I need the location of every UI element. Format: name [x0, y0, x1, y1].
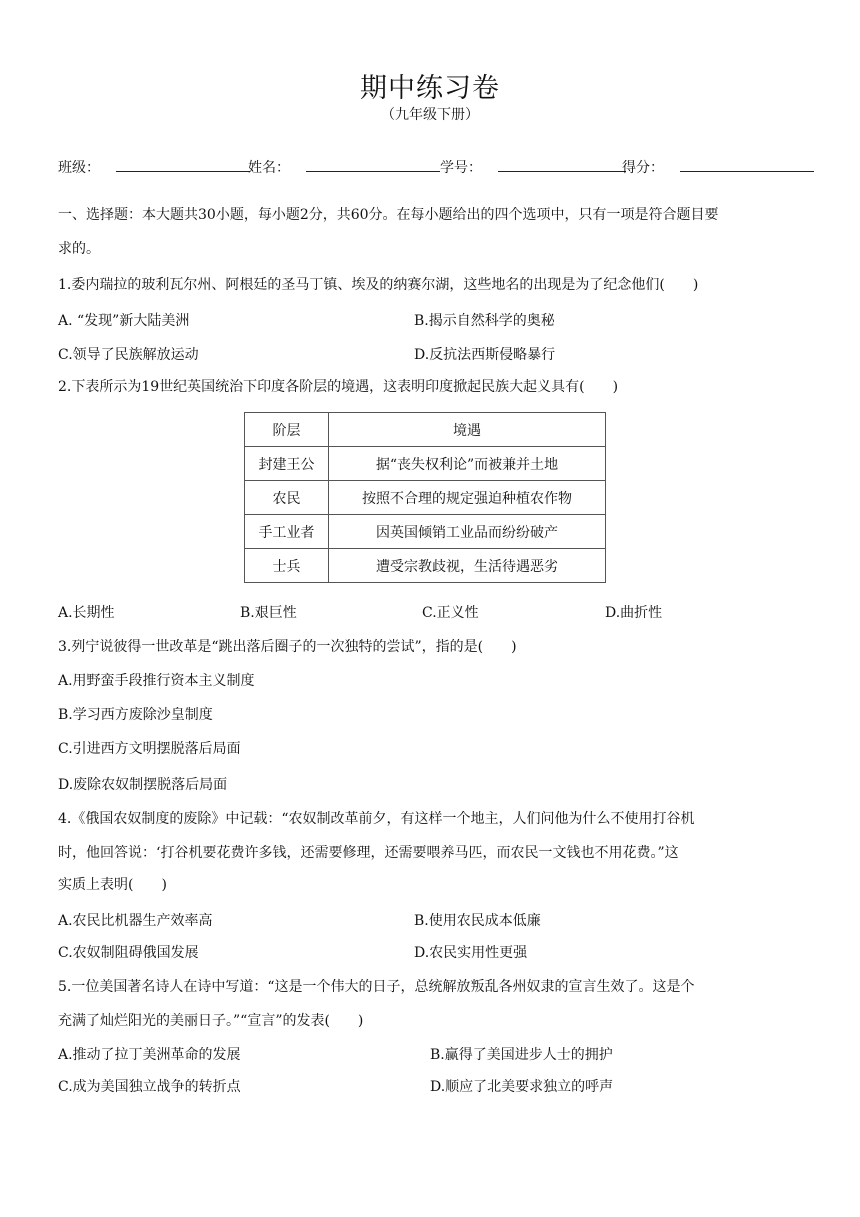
- question-2-option-c[interactable]: C.正义性: [422, 605, 479, 621]
- question-4-option-d[interactable]: D.农民实用性更强: [414, 945, 528, 961]
- question-5-stem-line1: 5.一位美国著名诗人在诗中写道：“这是一个伟大的日子，总统解放叛乱各州奴隶的宣言生效了。这是个: [58, 979, 695, 995]
- name-field: [248, 157, 290, 177]
- question-4-option-a[interactable]: A.农民比机器生产效率高: [58, 913, 213, 929]
- question-2-table: [244, 412, 606, 583]
- section-heading-line2: 求的。: [58, 241, 100, 257]
- score-blank[interactable]: [680, 157, 814, 172]
- table-cell: 农民: [245, 481, 329, 515]
- question-4-stem-line1: 4.《俄国农奴制度的废除》中记载：“农奴制改革前夕，有这样一个地主，人们问他为什么不使用打谷机: [58, 811, 695, 827]
- table-row: [245, 515, 606, 549]
- class-field: [58, 157, 100, 177]
- student-id-label: 学号：: [440, 160, 482, 176]
- table-row: [245, 549, 606, 583]
- table-header-cell: 境遇: [329, 413, 606, 447]
- table-cell: 按照不合理的规定强迫种植农作物: [329, 481, 606, 515]
- question-1-option-d[interactable]: D.反抗法西斯侵略暴行: [414, 347, 556, 363]
- question-3-stem: 3.列宁说彼得一世改革是“跳出落后圈子的一次独特的尝试”，指的是( ): [58, 639, 517, 655]
- score-field: [622, 157, 664, 177]
- table-cell: 封建王公: [245, 447, 329, 481]
- question-5-option-a[interactable]: A.推动了拉丁美洲革命的发展: [58, 1047, 241, 1063]
- question-5-option-b[interactable]: B.赢得了美国进步人士的拥护: [430, 1047, 613, 1063]
- question-4-stem-line2: 时，他回答说：‘打谷机要花费许多钱，还需要修理，还需要喂养马匹，而农民一文钱也不用花费。”这: [58, 845, 679, 861]
- section-heading-line1: 一、选择题：本大题共30小题，每小题2分，共60分。在每小题给出的四个选项中，只有一项是符合题目要: [58, 207, 719, 223]
- student-id-field: [440, 157, 482, 177]
- question-2-option-d[interactable]: D.曲折性: [605, 605, 663, 621]
- score-label: 得分：: [622, 160, 664, 176]
- table-row: [245, 447, 606, 481]
- page-subtitle: （九年级下册）: [381, 107, 479, 123]
- question-1-option-a[interactable]: A. “发现”新大陆美洲: [58, 313, 190, 329]
- table-cell: 手工业者: [245, 515, 329, 549]
- name-blank[interactable]: [306, 157, 440, 172]
- question-3-option-d[interactable]: D.废除农奴制摆脱落后局面: [58, 777, 228, 793]
- table-cell: 因英国倾销工业品而纷纷破产: [329, 515, 606, 549]
- question-2-stem: 2.下表所示为19世纪英国统治下印度各阶层的境遇，这表明印度掀起民族大起义具有( ): [58, 379, 619, 395]
- question-3-option-a[interactable]: A.用野蛮手段推行资本主义制度: [58, 673, 255, 689]
- table-row: [245, 481, 606, 515]
- question-3-option-c[interactable]: C.引进西方文明摆脱落后局面: [58, 741, 241, 757]
- student-info-row: [58, 157, 804, 177]
- question-2-option-b[interactable]: B.艰巨性: [240, 605, 297, 621]
- table-cell: 士兵: [245, 549, 329, 583]
- page-title: 期中练习卷: [360, 73, 500, 104]
- question-1-option-c[interactable]: C.领导了民族解放运动: [58, 347, 199, 363]
- question-5-option-d[interactable]: D.顺应了北美要求独立的呼声: [430, 1079, 614, 1095]
- question-1-stem: 1.委内瑞拉的玻利瓦尔州、阿根廷的圣马丁镇、埃及的纳赛尔湖，这些地名的出现是为了纪念他们( ): [58, 277, 699, 293]
- student-id-blank[interactable]: [498, 157, 626, 172]
- question-4-option-b[interactable]: B.使用农民成本低廉: [414, 913, 541, 929]
- question-5-option-c[interactable]: C.成为美国独立战争的转折点: [58, 1079, 241, 1095]
- table-cell: 遭受宗教歧视，生活待遇恶劣: [329, 549, 606, 583]
- question-4-stem-line3: 实质上表明( ): [58, 877, 167, 893]
- table-cell: 据“丧失权利论”而被兼并土地: [329, 447, 606, 481]
- class-label: 班级：: [58, 160, 100, 176]
- question-5-stem-line2: 充满了灿烂阳光的美丽日子。”“宣言”的发表( ): [58, 1013, 364, 1029]
- question-2-option-a[interactable]: A.长期性: [58, 605, 115, 621]
- question-4-option-c[interactable]: C.农奴制阻碍俄国发展: [58, 945, 199, 961]
- table-header-cell: 阶层: [245, 413, 329, 447]
- class-blank[interactable]: [116, 157, 250, 172]
- question-3-option-b[interactable]: B.学习西方废除沙皇制度: [58, 707, 213, 723]
- table-header-row: [245, 413, 606, 447]
- question-1-option-b[interactable]: B.揭示自然科学的奥秘: [414, 313, 555, 329]
- name-label: 姓名：: [248, 160, 290, 176]
